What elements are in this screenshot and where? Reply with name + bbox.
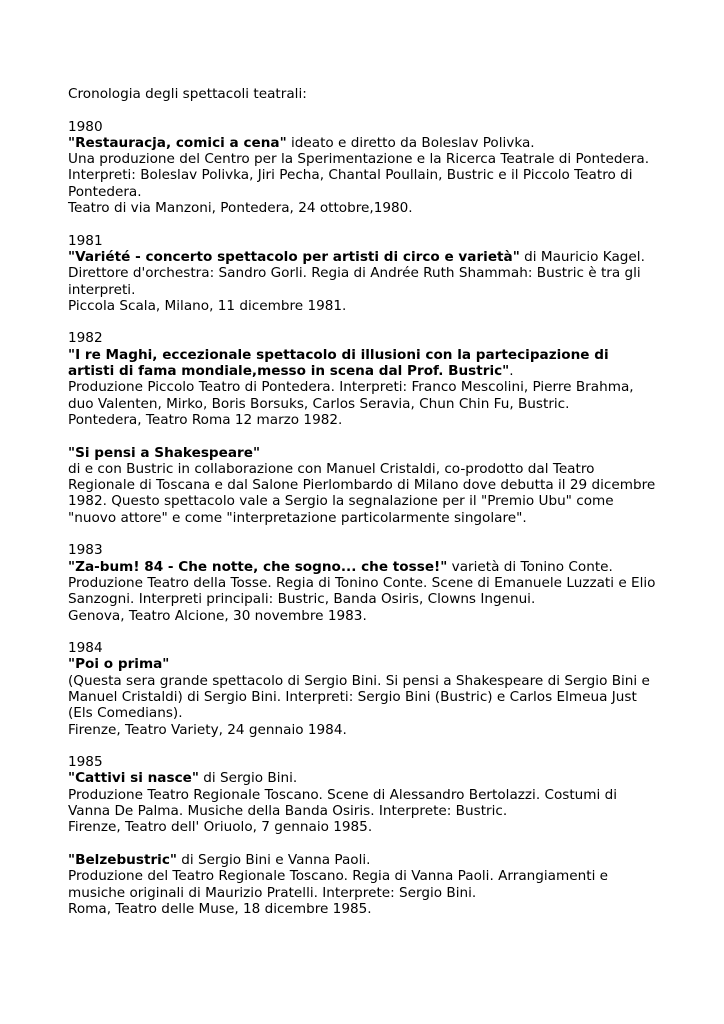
entry-year: 1984	[68, 640, 103, 657]
entry-detail: Produzione Teatro Regionale Toscano. Scene di Alessandro Bertolazzi. Costumi di Vanna De Palma. Musiche della Banda Osiris. Interprete: Bustric.	[68, 786, 618, 820]
entry-title-line	[68, 347, 658, 380]
chronology-entry	[68, 852, 658, 917]
title-suffix: di Mauricio Kagel.	[519, 248, 645, 265]
title-suffix: varietà di Tonino Conte.	[447, 558, 613, 575]
document-page	[68, 86, 658, 933]
show-title: "Cattivi si nasce"	[68, 770, 199, 787]
chronology-entry	[68, 233, 658, 314]
entry-venue: Pontedera, Teatro Roma 12 marzo 1982.	[68, 411, 343, 428]
entry-detail: Direttore d'orchestra: Sandro Gorli. Regia di Andrée Ruth Shammah: Bustric è tra gli interpreti.	[68, 265, 641, 298]
entry-year: 1982	[68, 330, 103, 347]
entry-year: 1983	[68, 542, 103, 559]
chronology-entry	[68, 330, 658, 428]
show-title: "Si pensi a Shakespeare"	[68, 444, 261, 461]
entry-venue: Roma, Teatro delle Muse, 18 dicembre 1985.	[68, 900, 372, 917]
entry-venue: Teatro di via Manzoni, Pontedera, 24 ottobre,1980.	[68, 200, 413, 217]
title-suffix: di Sergio Bini e Vanna Paoli.	[176, 851, 371, 868]
entry-detail: Produzione Piccolo Teatro di Pontedera. Interpreti: Franco Mescolini, Pierre Brahma, duo Valenten, Mirko, Boris Borsuks, Carlos Seravia, Chun Chin Fu, Bustric.	[68, 379, 634, 412]
show-title: "Variété - concerto spettacolo per artisti di circo e varietà"	[68, 248, 520, 265]
show-title: "Restauracja, comici a cena"	[68, 134, 287, 151]
chronology-entry	[68, 754, 658, 835]
entry-year: 1985	[68, 754, 103, 771]
entry-title-line	[68, 770, 658, 786]
entry-detail: Produzione del Teatro Regionale Toscano. Regia di Vanna Paoli. Arrangiamenti e musiche originali di Maurizio Pratelli. Interprete: Sergio Bini.	[68, 868, 609, 901]
entry-title-line	[68, 559, 658, 575]
entry-title-line	[68, 135, 658, 151]
entry-year: 1980	[68, 118, 103, 135]
entry-title-line	[68, 656, 658, 672]
entry-venue: Piccola Scala, Milano, 11 dicembre 1981.	[68, 297, 347, 314]
show-title: "Poi o prima"	[68, 656, 170, 673]
chronology-entry	[68, 445, 658, 526]
entry-venue: Firenze, Teatro dell' Oriuolo, 7 gennaio 1985.	[68, 819, 373, 836]
show-title: "Belzebustric"	[68, 851, 177, 868]
document-heading: Cronologia degli spettacoli teatrali:	[68, 86, 307, 102]
chronology-entry	[68, 542, 658, 623]
entry-title-line	[68, 249, 658, 265]
title-suffix: .	[509, 363, 514, 380]
entry-venue: Genova, Teatro Alcione, 30 novembre 1983.	[68, 607, 367, 624]
entry-venue: Firenze, Teatro Variety, 24 gennaio 1984.	[68, 721, 347, 738]
entry-detail: Produzione Teatro della Tosse. Regia di Tonino Conte. Scene di Emanuele Luzzati e Elio Sanzogni. Interpreti principali: Bustric, Banda Osiris, Clowns Ingenui.	[68, 574, 656, 608]
show-title: "Za-bum! 84 - Che notte, che sogno... che tosse!"	[68, 558, 448, 575]
entry-detail: di e con Bustric in collaborazione con Manuel Cristaldi, co-prodotto dal Teatro Regionale di Toscana e dal Salone Pierlombardo di Milano dove debutta il 29 dicembre 1982. Questo spettacolo vale a Sergio la segnalazione per il "Premio Ubu" come "nuovo attore" e come "interpretazione particolarmente singolare".	[68, 460, 656, 526]
title-suffix: ideato e diretto da Boleslav Polivka.	[286, 134, 535, 151]
entry-detail: (Questa sera grande spettacolo di Sergio Bini. Si pensi a Shakespeare di Sergio Bini e Manuel Cristaldi) di Sergio Bini. Interpreti: Sergio Bini (Bustric) e Carlos Elmeua Just (Els Comedians).	[68, 672, 650, 722]
show-title: "I re Maghi, eccezionale spettacolo di illusioni con la partecipazione di artisti di fama mondiale,messo in scena dal Prof. Bustric"	[68, 346, 609, 380]
title-suffix: di Sergio Bini.	[198, 770, 298, 787]
entry-detail: Una produzione del Centro per la Sperimentazione e la Ricerca Teatrale di Pontedera.	[68, 151, 650, 168]
entry-detail: Interpreti: Boleslav Polivka, Jiri Pecha, Chantal Poullain, Bustric e il Piccolo Teatro di Pontedera.	[68, 167, 633, 200]
entry-year: 1981	[68, 232, 103, 249]
entry-title-line	[68, 445, 658, 461]
chronology-entry	[68, 119, 658, 217]
chronology-entry	[68, 640, 658, 738]
entry-title-line	[68, 852, 658, 868]
